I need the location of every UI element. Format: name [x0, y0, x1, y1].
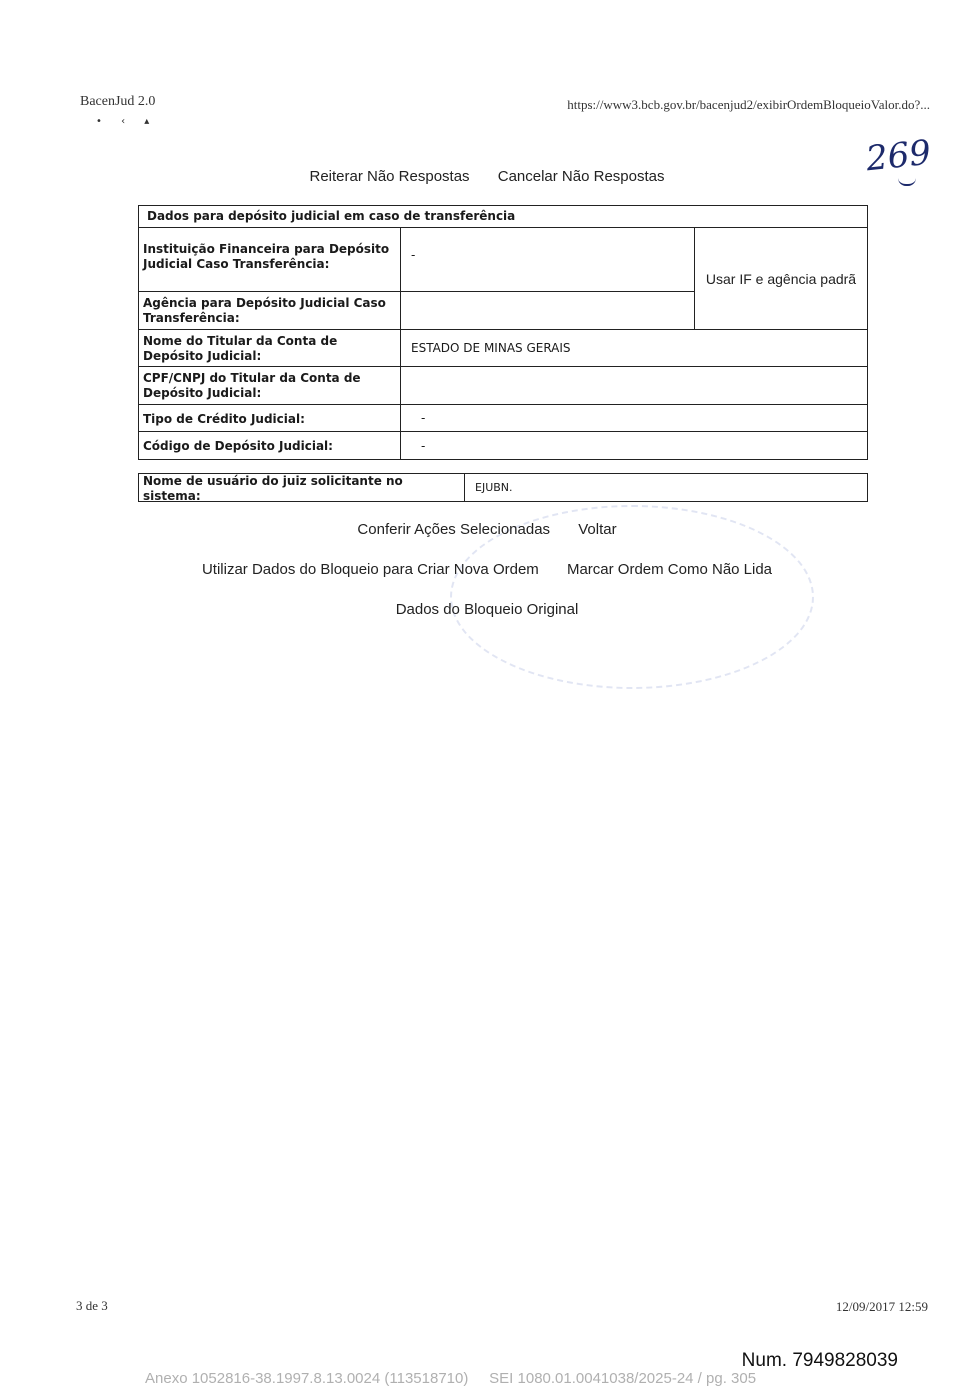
voltar-link[interactable]: Voltar	[578, 521, 617, 538]
label-usuario: Nome de usuário do juiz solicitante no sistema:	[139, 474, 465, 501]
label-tipo-credito: Tipo de Crédito Judicial:	[139, 405, 401, 431]
row-tipo-credito	[139, 405, 867, 432]
utilizar-dados-link[interactable]: Utilizar Dados do Bloqueio para Criar Nova Ordem	[201, 561, 539, 578]
actions-row-2	[0, 561, 974, 578]
marcar-nao-lida-link[interactable]: Marcar Ordem Como Não Lida	[566, 561, 773, 578]
label-instituicao: Instituição Financeira para Depósito Judicial Caso Transferência:	[139, 228, 401, 291]
value-tipo-credito[interactable]: -	[421, 411, 426, 425]
page-url: https://www3.bcb.gov.br/bacenjud2/exibirOrdemBloqueioValor.do?...	[567, 97, 930, 112]
value-cpf	[401, 367, 867, 404]
deposit-form	[138, 205, 868, 460]
dados-bloqueio-original-link[interactable]: Dados do Bloqueio Original	[395, 601, 579, 618]
document-number: Num. 7949828039	[741, 1350, 898, 1371]
reiterar-nao-respostas-link[interactable]: Reiterar Não Respostas	[309, 168, 470, 185]
form-title: Dados para depósito judicial em caso de transferência	[139, 206, 867, 228]
row-agencia	[139, 292, 694, 329]
row-cpf	[139, 367, 867, 405]
cancelar-nao-respostas-link[interactable]: Cancelar Não Respostas	[497, 168, 665, 185]
top-links	[0, 168, 974, 185]
label-agencia: Agência para Depósito Judicial Caso Transferência:	[139, 292, 401, 329]
institution-group	[139, 228, 867, 330]
label-cpf: CPF/CNPJ do Titular da Conta de Depósito Judicial:	[139, 367, 401, 404]
conferir-acoes-link[interactable]: Conferir Ações Selecionadas	[357, 521, 551, 538]
bleed-through-text	[340, 1090, 670, 1230]
usuario-box	[138, 473, 868, 502]
annex-footer: Anexo 1052816-38.1997.8.13.0024 (113518710) SEI 1080.01.0041038/2025-24 / pg. 305	[145, 1370, 757, 1387]
label-titular: Nome do Titular da Conta de Depósito Judicial:	[139, 330, 401, 366]
value-usuario: EJUBN.	[475, 481, 513, 494]
handwritten-page-number: 269	[864, 132, 933, 180]
value-titular: ESTADO DE MINAS GERAIS	[411, 341, 571, 355]
value-instituicao[interactable]: -	[411, 248, 416, 262]
app-name: BacenJud 2.0	[80, 94, 156, 109]
print-datetime: 12/09/2017 12:59	[835, 1299, 928, 1314]
row-codigo	[139, 432, 867, 459]
page-count: 3 de 3	[76, 1298, 108, 1313]
actions-row-1	[0, 521, 974, 538]
row-instituicao	[139, 228, 694, 292]
value-agencia[interactable]	[401, 292, 694, 329]
label-codigo: Código de Depósito Judicial:	[139, 432, 401, 459]
actions-row-3	[0, 601, 974, 618]
print-marks: • ‹ ▴	[96, 116, 158, 127]
usar-if-padrao-button[interactable]: Usar IF e agência padrã	[705, 270, 857, 287]
row-titular	[139, 330, 867, 367]
value-codigo[interactable]: -	[421, 438, 426, 453]
